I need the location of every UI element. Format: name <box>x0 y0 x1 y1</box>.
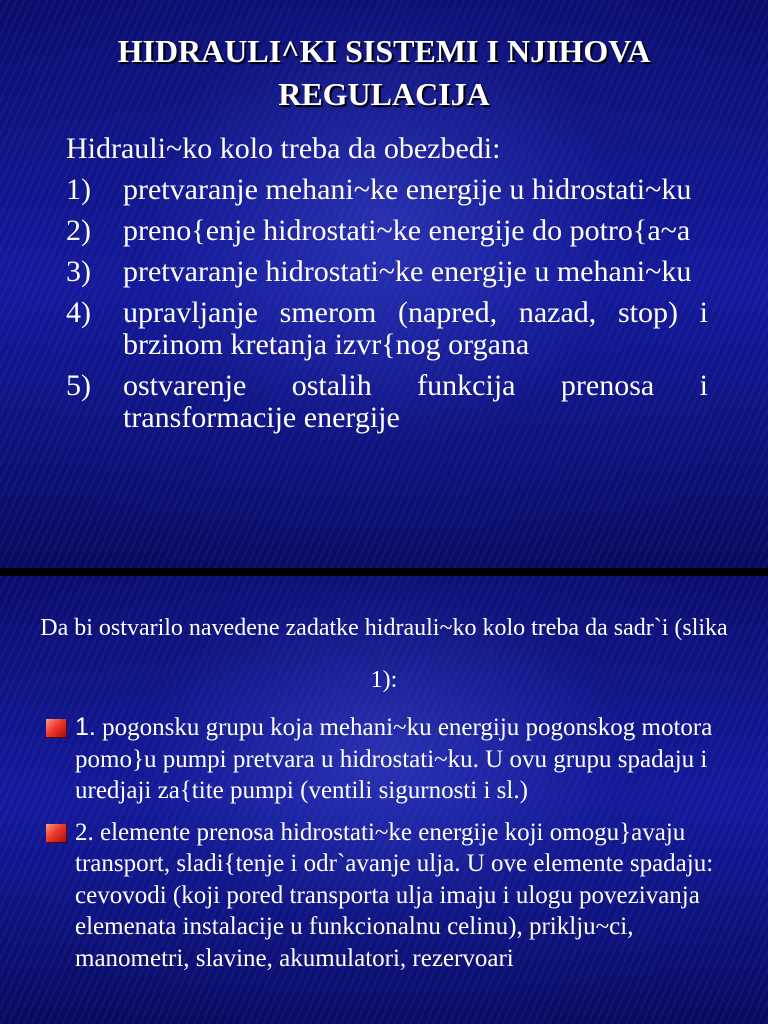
requirements-list <box>66 174 708 443</box>
list-item <box>66 174 708 206</box>
slide-title: HIDRAULI^KI SISTEMI I NJIHOVA REGULACIJA <box>117 33 651 112</box>
list-item <box>66 256 708 288</box>
list-item-number: 1) <box>66 173 91 206</box>
slide-separator <box>0 568 768 576</box>
list-item-text: pretvaranje hidrostati~ke energije u mehani~ku <box>123 255 692 288</box>
list-item-number: 5) <box>66 369 91 402</box>
list-item-text: pretvaranje mehani~ke energije u hidrostati~ku <box>123 173 692 206</box>
bullet-text: elemente prenosa hidrostati~ke energije koji omogu}avaju transport, sladi{tenje i odr`avanje ulja. U ove elemente spadaju: cevovodi (koji pored transporta ulja imaju i ulogu povezivanja elemenata instalacije u funkcionalnu celinu), priklju~ci, manometri, slavine, akumulatori, rezervoari <box>75 818 714 972</box>
list-item-text: preno{enje hidrostati~ke energije do potro{a~a <box>123 214 691 247</box>
bullet-number: 2. <box>75 818 94 846</box>
bullet-text: pogonsku grupu koja mehani~ku energiju pogonskog motora pomo}u pumpi pretvara u hidrostati~ku. U ovu grupu spadaju i uredjaji za{tite pumpi (ventili sigurnosti i sl.) <box>75 714 713 804</box>
bullet-number: 1. <box>75 713 96 741</box>
lead-text: Da bi ostvarilo navedene zadatke hidrauli~ko kolo treba da sadr`i (slika 1): <box>40 615 728 693</box>
bullet-square-icon <box>46 824 66 842</box>
list-item-number: 4) <box>66 296 91 329</box>
intro-text: Hidrauli~ko kolo treba da obezbedi: <box>66 132 501 165</box>
list-item-text: ostvarenje ostalih funkcija prenosa i transformacije energije <box>123 369 708 434</box>
bullet-square-icon <box>46 719 66 737</box>
bullet-item <box>44 817 744 975</box>
bullet-item <box>44 712 744 807</box>
list-item-number: 2) <box>66 214 91 247</box>
list-item <box>66 297 708 361</box>
list-item-text: upravljanje smerom (napred, nazad, stop) i brzinom kretanja izvr{nog organa <box>123 296 708 361</box>
list-item <box>66 370 708 434</box>
slide-2 <box>0 576 768 1024</box>
list-item <box>66 215 708 247</box>
components-list <box>44 712 744 984</box>
list-item-number: 3) <box>66 255 91 288</box>
